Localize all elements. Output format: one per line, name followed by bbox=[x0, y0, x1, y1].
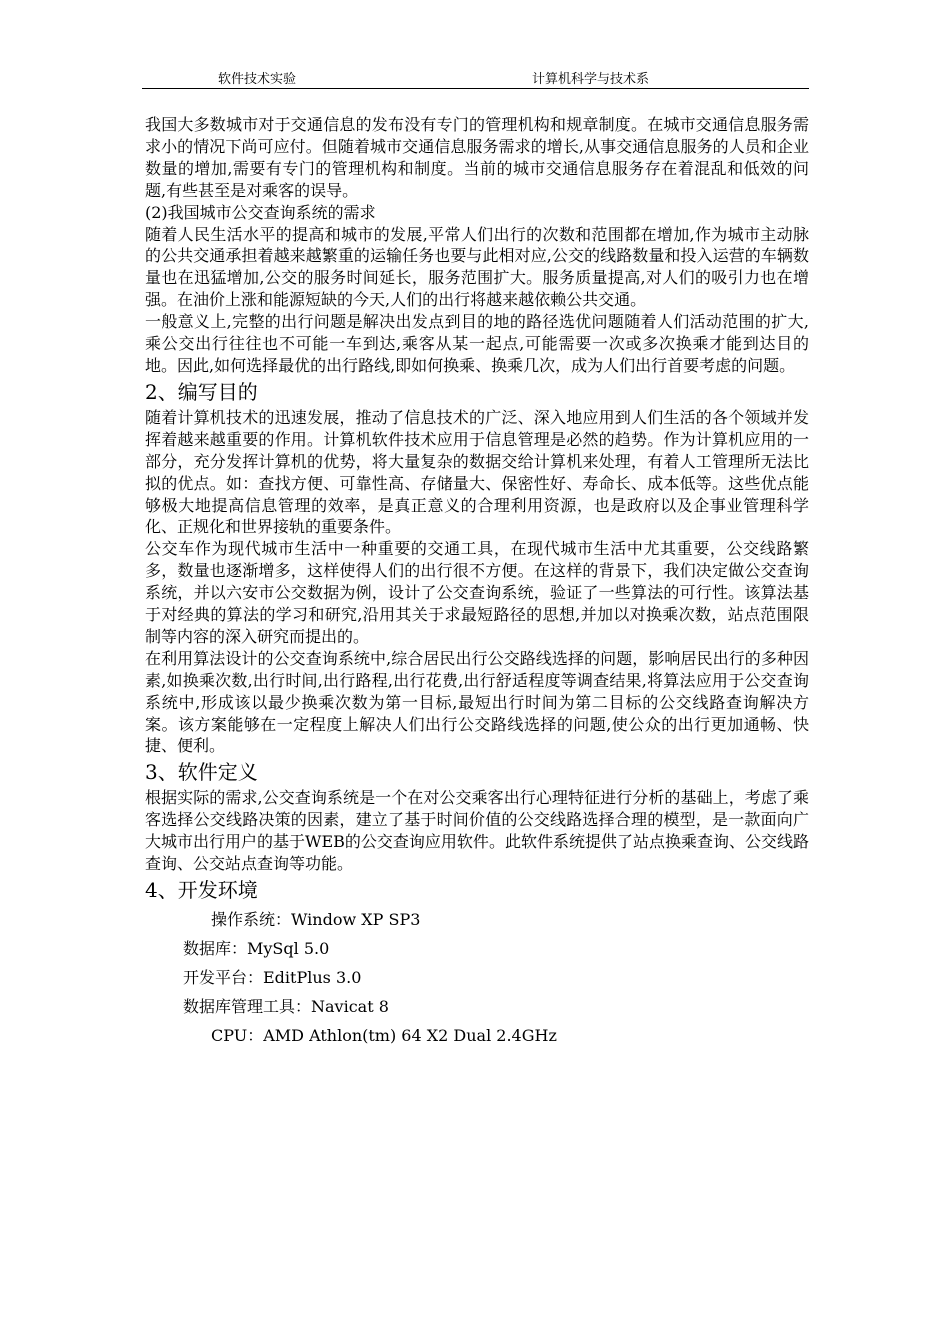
env-db-tool: 数据库管理工具：Navicat 8 bbox=[183, 997, 389, 1016]
heading-purpose: 2、编写目的 bbox=[145, 379, 258, 404]
heading-dev-environment: 4、开发环境 bbox=[145, 878, 258, 902]
paragraph-bus-system: 公交车作为现代城市生活中一种重要的交通工具，在现代城市生活中尤其重要，公交线路繁多，数量也逐渐增多，这样使得人们的出行很不方便。在这样的背景下，我们决定做公交查询系统，并以六安市公交数据为例，设计了公交查询系统，验证了一些算法的可行性。该算法基于对经典的算法的学习和研究,沿用其关于求最短路径的思想,并加以对换乘次数，站点范围限制等内容的深入研究而提出的。 bbox=[145, 539, 809, 646]
paragraph-definition: 根据实际的需求,公交查询系统是一个在对公交乘客出行心理特征进行分析的基础上，考虑了乘客选择公交线路决策的因素，建立了基于时间价值的公交线路选择合理的模型，是一款面向广大城市出行用户的基于WEB的公交查询应用软件。此软件系统提供了站点换乘查询、公交线路查询、公交站点查询等功能。 bbox=[145, 788, 809, 874]
env-cpu: CPU：AMD Athlon(tm) 64 X2 Dual 2.4GHz bbox=[211, 1026, 557, 1045]
paragraph-computer-tech: 随着计算机技术的迅速发展，推动了信息技术的广泛、深入地应用到人们生活的各个领域并发挥着越来越重要的作用。计算机软件技术应用于信息管理是必然的趋势。作为计算机应用的一部分，充分发挥计算机的优势，将大量复杂的数据交给计算机来处理，有着人工管理所无法比拟的优点。如：查找方便、可靠性高、存储量大、保密性好、寿命长、成本低等。这些优点能够极大地提高信息管理的效率，是真正意义的合理利用资源，也是政府以及企事业管理科学化、正规化和世界接轨的重要条件。 bbox=[145, 407, 809, 537]
header-department: 计算机科学与技术系 bbox=[532, 72, 650, 87]
heading-software-definition: 3、软件定义 bbox=[145, 760, 258, 785]
paragraph-algorithm: 在利用算法设计的公交查询系统中,综合居民出行公交路线选择的问题，影响居民出行的多种因素,如换乘次数,出行时间,出行路程,出行花费,出行舒适程度等调查结果,将算法应用于公交查询系统中,形成该以最少换乘次数为第一目标,最短出行时间为第二目标的公交线路查询解决方案。该方案能够在一定程度上解决人们出行公交路线选择的问题,使公众的出行更加通畅、快捷、便利。 bbox=[145, 648, 809, 756]
env-ide: 开发平台：EditPlus 3.0 bbox=[183, 968, 362, 987]
env-database: 数据库：MySql 5.0 bbox=[183, 939, 330, 958]
document-body bbox=[145, 114, 809, 1050]
paragraph-traffic-info: 我国大多数城市对于交通信息的发布没有专门的管理机构和规章制度。在城市交通信息服务需求小的情况下尚可应付。但随着城市交通信息服务需求的增长,从事交通信息服务的人员和企业数量的增加,需要有专门的管理机构和制度。当前的城市交通信息服务存在着混乱和低效的问题,有些甚至是对乘客的误导。 bbox=[145, 115, 809, 200]
paragraph-route-problem: 一般意义上,完整的出行问题是解决出发点到目的地的路径选优问题随着人们活动范围的扩大,乘公交出行往往也不可能一车到达,乘客从某一起点,可能需要一次或多次换乘才能到达目的地。因此,如何选择最优的出行路线,即如何换乘、换乘几次，成为人们出行首要考虑的问题。 bbox=[145, 312, 809, 375]
header-course: 软件技术实验 bbox=[218, 72, 297, 87]
env-os: 操作系统：Window XP SP3 bbox=[211, 910, 421, 929]
paragraph-public-transport: 随着人民生活水平的提高和城市的发展,平常人们出行的次数和范围都在增加,作为城市主动脉的公共交通承担着越来越繁重的运输任务也要与此相对应,公交的线路数量和投入运营的车辆数量也在迅猛增加,公交的服务时间延长，服务范围扩大。服务质量提高,对人们的吸引力也在增强。在油价上涨和能源短缺的今天,人们的出行将越来越依赖公共交通。 bbox=[145, 224, 809, 310]
subheading-bus-query-needs: (2)我国城市公交查询系统的需求 bbox=[145, 202, 376, 222]
page-header bbox=[142, 66, 809, 89]
